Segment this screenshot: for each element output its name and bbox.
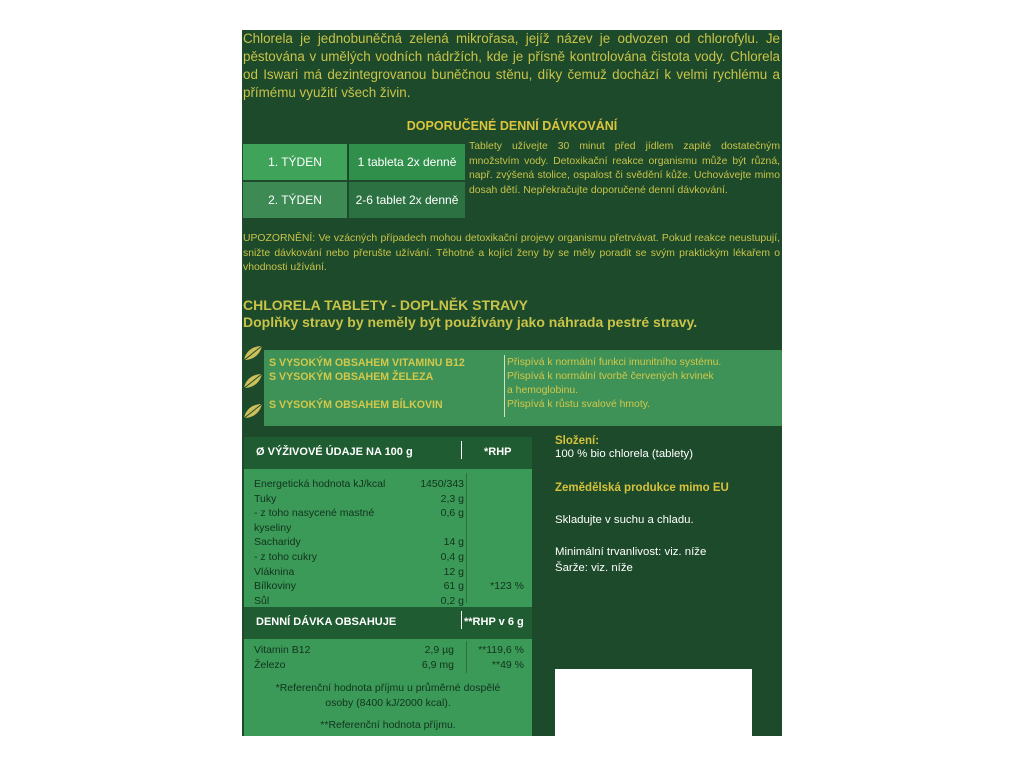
leaf-icon: [242, 344, 264, 428]
nutrient-value: 14 g: [443, 536, 464, 549]
claim-description: Přispívá k normální tvorbě červených krvinek: [507, 371, 714, 382]
claims-panel: [264, 350, 782, 426]
claim-description: Přispívá k normální funkci imunitního systému.: [507, 357, 722, 368]
dosage-row: [243, 144, 465, 180]
composition-heading: Složení:: [555, 435, 600, 447]
nutrient-rhp: *123 %: [490, 580, 524, 593]
nutrient-label: Bílkoviny: [254, 580, 297, 593]
daily-rhp-header: **RHP v 6 g: [464, 616, 524, 628]
nutrient-value: 0,4 g: [440, 551, 464, 563]
composition-text: 100 % bio chlorela (tablety): [555, 448, 694, 460]
nutrient-label: Sůl: [254, 594, 270, 607]
dosage-week: 1. TÝDEN: [243, 144, 347, 180]
divider: [466, 641, 467, 673]
composition-heading-block: [555, 435, 780, 460]
rhp-header: *RHP: [484, 446, 512, 458]
claim-description: a hemoglobinu.: [507, 385, 579, 396]
warning-paragraph: UPOZORNĚNÍ: Ve vzácných případech mohou detoxikační projevy organismu přetrvávat. Pokud reakce neustupují, snižte dávkování nebo přerušte užívání. Těhotné a kojící ženy by se měly poradit se svým praktickým lékařem o vhodnosti užívání.: [243, 233, 780, 273]
nutrient-label: kyseliny: [254, 521, 292, 534]
claim-name: S VYSOKÝM OBSAHEM BÍLKOVIN: [269, 399, 443, 411]
origin-text: Zemědělská produkce mimo EU: [555, 482, 729, 494]
nutrient-value: 0,2 g: [440, 594, 464, 607]
nutrient-label: Energetická hodnota kJ/kcal: [254, 478, 386, 490]
dosage-week: 2. TÝDEN: [243, 182, 347, 218]
nutrient-label: Železo: [254, 658, 286, 671]
nutrient-label: Sacharidy: [254, 536, 301, 549]
product-label: [242, 30, 782, 736]
claim-name: S VYSOKÝM OBSAHEM ŽELEZA: [269, 371, 434, 383]
nutrient-label: - z toho cukry: [254, 551, 318, 563]
nutrient-value: 2,3 g: [440, 492, 464, 505]
footnote: *Referenční hodnota příjmu u průměrné dospělé osoby (8400 kJ/2000 kcal).: [275, 682, 501, 709]
nutrient-value: 12 g: [443, 565, 464, 578]
claim-description: Přispívá k růstu svalové hmoty.: [507, 399, 651, 410]
nutrient-label: - z toho nasycené mastné: [254, 507, 375, 520]
nutrient-label: Vláknina: [254, 565, 295, 578]
nutrient-value: 1450/343: [420, 478, 464, 490]
product-note: Doplňky stravy by neměly být používány jako náhrada pestré stravy.: [243, 314, 698, 330]
daily-dose-header: [244, 607, 532, 639]
divider: [466, 473, 467, 603]
batch-text: Šarže: viz. níže: [555, 562, 633, 574]
nutrient-value: 61 g: [443, 580, 464, 593]
daily-dose-label: DENNÍ DÁVKA OBSAHUJE: [256, 616, 397, 628]
dosage-amount: 2-6 tablet 2x denně: [349, 182, 465, 218]
nutrient-label: Tuky: [254, 492, 277, 505]
blank-print-area: [555, 669, 752, 736]
dosage-amount: 1 tableta 2x denně: [349, 144, 465, 180]
nutrition-header-label: Ø VÝŽIVOVÉ ÚDAJE NA 100 g: [256, 446, 413, 458]
divider: [461, 441, 462, 459]
intro-paragraph: Chlorela je jednobuněčná zelená mikrořasa, jejíž název je odvozen od chlorofylu. Je pěstována v umělých vodních nádržích, kde je přísně kontrolována čistota vody. Chlorela od Iswari má dezintegrovanou buněčnou stěnu, díky čemuž dochází k velmi rychlému a přímému využití všech živin.: [243, 31, 780, 100]
nutrient-rhp: **119,6 %: [478, 644, 524, 656]
shelf-life-text: Minimální trvanlivost: viz. níže: [555, 546, 707, 558]
divider: [461, 611, 462, 629]
divider: [504, 355, 505, 417]
nutrient-value: 2,9 µg: [424, 644, 454, 656]
nutrient-value: 6,9 mg: [421, 658, 454, 671]
nutrition-header: [244, 437, 532, 469]
nutrient-label: Vitamin B12: [254, 644, 311, 656]
dosage-heading: DOPORUČENÉ DENNÍ DÁVKOVÁNÍ: [406, 119, 618, 133]
product-title: CHLORELA TABLETY - DOPLNĚK STRAVY: [243, 297, 528, 313]
nutrient-rhp: **49 %: [491, 658, 524, 671]
storage-text: Skladujte v suchu a chladu.: [555, 514, 694, 526]
claim-name: S VYSOKÝM OBSAHEM VITAMINU B12: [269, 357, 465, 369]
dosage-row: [243, 182, 465, 218]
nutrition-table: [244, 437, 532, 736]
dosage-instructions: Tablety užívejte 30 minut před jídlem zapité dostatečným množstvím vody. Detoxikační reakce organismu může být různá, např. zvýšená stolice, ospalost či svědění kůže. Uchovávejte mimo dosah dětí. Nepřekračujte doporučené denní dávkování.: [469, 141, 780, 196]
nutrient-value: 0,6 g: [440, 507, 464, 520]
footnote: **Referenční hodnota příjmu.: [320, 719, 456, 731]
